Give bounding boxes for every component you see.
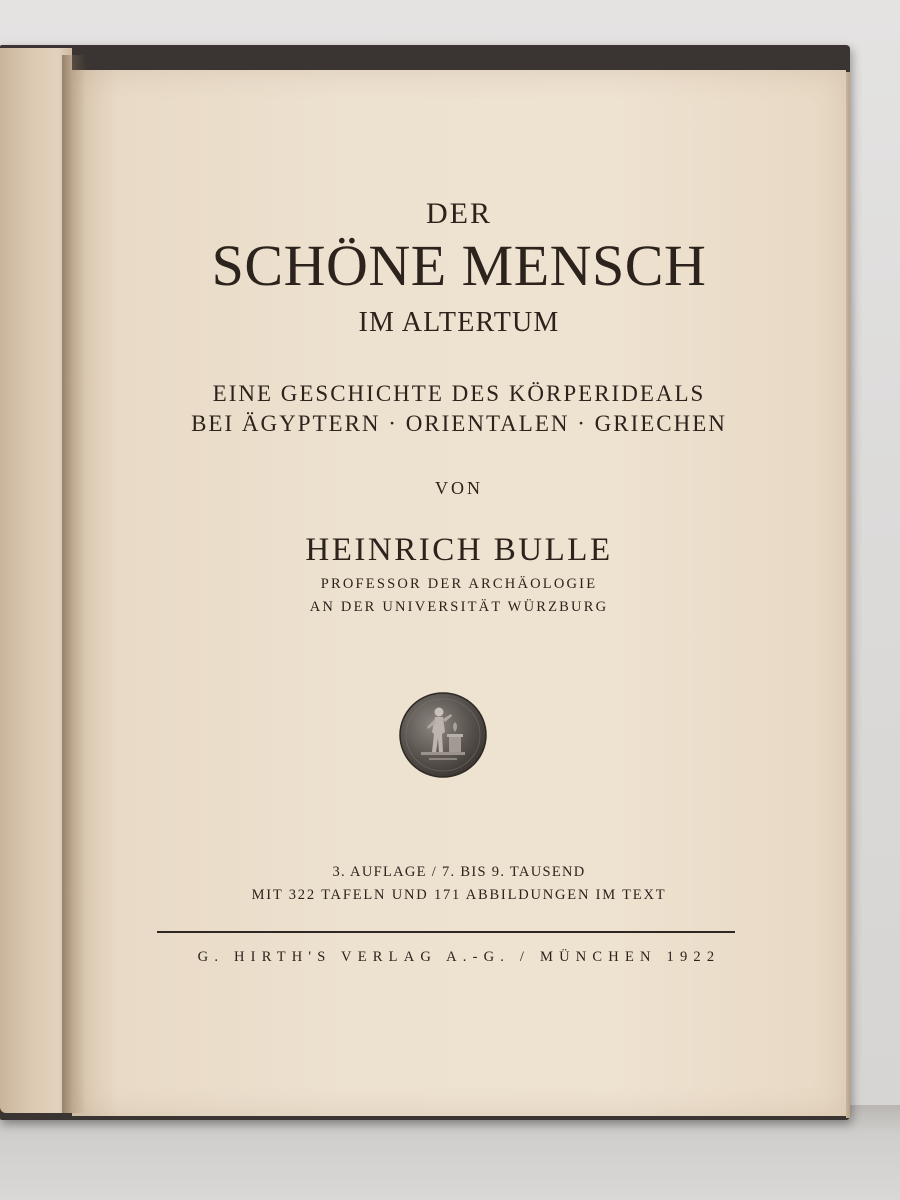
author-name: HEINRICH BULLE xyxy=(305,532,613,568)
illustrations-info: MIT 322 TAFELN UND 171 ABBILDUNGEN IM TEXT xyxy=(251,887,667,903)
author-role-line-1: PROFESSOR DER ARCHÄOLOGIE xyxy=(320,576,598,592)
publisher-imprint: G. HIRTH'S VERLAG A.-G. / MÜNCHEN 1922 xyxy=(197,949,721,965)
description-line-1: EINE GESCHICHTE DES KÖRPERIDEALS xyxy=(212,381,706,406)
book-title: SCHÖNE MENSCH xyxy=(211,233,707,298)
edition-info: 3. AUFLAGE / 7. BIS 9. TAUSEND xyxy=(332,864,586,880)
book-subtitle: IM ALTERTUM xyxy=(358,307,560,338)
description-line-2: BEI ÄGYPTERN · ORIENTALEN · GRIECHEN xyxy=(191,411,727,436)
divider-rule xyxy=(157,931,735,933)
title-article: DER xyxy=(426,197,492,230)
author-role-line-2: AN DER UNIVERSITÄT WÜRZBURG xyxy=(309,599,609,615)
ancient-coin-emblem-icon xyxy=(399,692,487,778)
by-label: VON xyxy=(435,478,483,498)
page-stack-edge xyxy=(846,72,850,1118)
